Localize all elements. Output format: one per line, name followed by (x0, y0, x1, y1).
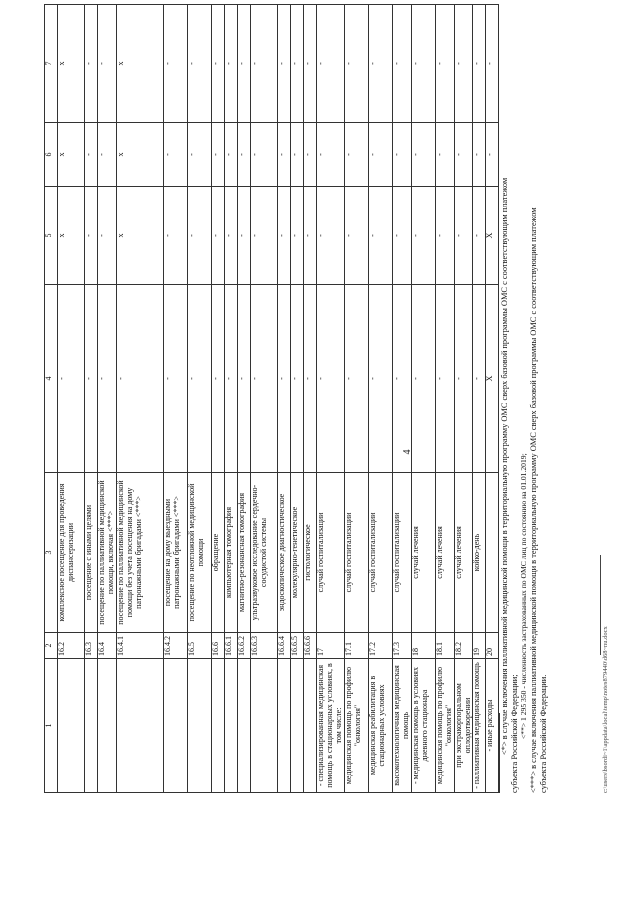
table-row (411, 5, 435, 793)
table-cell-c7: х (116, 5, 163, 123)
table-row (211, 5, 224, 793)
table-cell-c6: - (237, 123, 250, 187)
table-cell-c2: 16.4.2 (163, 633, 187, 659)
table-cell-c2: 16.2 (58, 633, 85, 659)
table-cell-c5: - (211, 187, 224, 285)
table-cell-c7: - (237, 5, 250, 123)
table-cell-c7: - (411, 5, 435, 123)
table-cell-c6: - (98, 123, 117, 187)
table-cell-c3: посещение по паллиативной медицинской помощи без учета посещения на дому патронажными бригадами <***> (116, 473, 163, 633)
table-row (163, 5, 187, 793)
table-cell-c1 (58, 659, 85, 793)
table-cell-c1 (85, 659, 98, 793)
table-cell-c5: - (290, 187, 303, 285)
table-cell-c1: высокотехнологичная медицинская помощь (392, 659, 411, 793)
table-cell-c1: - иные расходы (486, 659, 499, 793)
table-cell-c3: посещение на дому выездными патронажными бригадами <***> (163, 473, 187, 633)
table-cell-c3: случай лечения (411, 473, 435, 633)
table-cell-c3: гистологическое (303, 473, 316, 633)
table-cell-c3: случай лечения (454, 473, 473, 633)
table-cell-c2: 18 (411, 633, 435, 659)
table-cell-c6: - (290, 123, 303, 187)
table-row (392, 5, 411, 793)
table-row (303, 5, 316, 793)
table-cell-c5: - (85, 187, 98, 285)
table-cell-c7: - (486, 5, 499, 123)
table-cell-c5: - (187, 187, 211, 285)
table-cell-c1: медицинская помощь по профилю "онкология" (344, 659, 368, 793)
table-cell-c6: - (187, 123, 211, 187)
table-cell-c4: - (237, 285, 250, 473)
table-cell-c6: - (435, 123, 454, 187)
table-cell-c3: случай госпитализации (368, 473, 392, 633)
table-cell-c2: 16.6.3 (250, 633, 277, 659)
table-cell-c4: - (454, 285, 473, 473)
table-cell-c7: - (368, 5, 392, 123)
table-row (290, 5, 303, 793)
table-row (344, 5, 368, 793)
table-header-row (45, 5, 58, 793)
table-cell-c1: медицинская помощь по профилю "онкология" (435, 659, 454, 793)
table-cell-c3: молекулярно-генетическое (290, 473, 303, 633)
table-cell-c6: - (85, 123, 98, 187)
table-cell-c2: 16.6.2 (237, 633, 250, 659)
table-cell-c4: - (211, 285, 224, 473)
table-cell-c5: - (392, 187, 411, 285)
table-cell-c3: случай лечения (435, 473, 454, 633)
table-cell-c5: х (116, 187, 163, 285)
table-cell-c2: 20 (486, 633, 499, 659)
table-cell-c6: - (303, 123, 316, 187)
table-cell-c6: - (473, 123, 486, 187)
table-cell-c1: медицинская реабилитация в стационарных условиях (368, 659, 392, 793)
table-cell-c6: х (58, 123, 85, 187)
table-cell-c5: - (454, 187, 473, 285)
table-cell-c1 (290, 659, 303, 793)
table-cell-c2: 16.4.1 (116, 633, 163, 659)
table-cell-c4: - (187, 285, 211, 473)
table-cell-c2: 16.4 (98, 633, 117, 659)
table-cell-c7: - (211, 5, 224, 123)
table-cell-c7: - (392, 5, 411, 123)
table-row (473, 5, 486, 793)
table-cell-c3: случай госпитализации (316, 473, 344, 633)
table-row (316, 5, 344, 793)
table-cell-c2: 17.1 (344, 633, 368, 659)
table-cell-c2: 19 (473, 633, 486, 659)
table-cell-c6: - (392, 123, 411, 187)
table-cell-c5: X (486, 187, 499, 285)
table-cell-c1 (237, 659, 250, 793)
table-cell-c4: - (473, 285, 486, 473)
table-cell-c1 (116, 659, 163, 793)
table-cell-c5: - (250, 187, 277, 285)
table-cell-c6: - (277, 123, 290, 187)
header-cell: 2 (45, 633, 58, 659)
table-cell-c1 (250, 659, 277, 793)
table-cell-c7: - (98, 5, 117, 123)
table-row (277, 5, 290, 793)
table-cell-c1 (224, 659, 237, 793)
header-cell: 7 (45, 5, 58, 123)
table-cell-c4: - (163, 285, 187, 473)
table-cell-c4: - (290, 285, 303, 473)
table-cell-c7: х (58, 5, 85, 123)
table-cell-c5: х (58, 187, 85, 285)
table-cell-c6: - (250, 123, 277, 187)
header-cell: 4 (45, 285, 58, 473)
table-cell-c3: компьютерная томография (224, 473, 237, 633)
table-cell-c4: - (316, 285, 344, 473)
table-cell-c2: 16.6.6 (303, 633, 316, 659)
table-cell-c2: 17 (316, 633, 344, 659)
table-cell-c3: комплексное посещение для проведения диспансеризации (58, 473, 85, 633)
table-cell-c4: - (368, 285, 392, 473)
table-row (368, 5, 392, 793)
table-cell-c6: - (368, 123, 392, 187)
table-cell-c1: - специализированная медицинская помощь в стационарных условиях, в том числе: (316, 659, 344, 793)
table-cell-c1 (187, 659, 211, 793)
table-cell-c7: - (277, 5, 290, 123)
table-cell-c5: - (473, 187, 486, 285)
table-cell-c5: - (303, 187, 316, 285)
table-cell-c3: посещение по паллиативной медицинской помощи, включая <***> (98, 473, 117, 633)
footnote-2: <**> 1 295 350 - численность застрахованных по ОМС лиц по состоянию на 01.01.2019; (518, 453, 528, 739)
table-cell-c5: - (98, 187, 117, 285)
table-row (187, 5, 211, 793)
table-cell-c1 (163, 659, 187, 793)
volumes-table (44, 4, 499, 793)
table-cell-c7: - (316, 5, 344, 123)
table-cell-c4: - (277, 285, 290, 473)
table-cell-c5: - (316, 187, 344, 285)
table-cell-c6: - (486, 123, 499, 187)
table-cell-c2: 16.6.1 (224, 633, 237, 659)
table-cell-c6: - (316, 123, 344, 187)
table-cell-c7: - (435, 5, 454, 123)
table-cell-c4: - (85, 285, 98, 473)
table-cell-c6: - (454, 123, 473, 187)
table-cell-c3: случай госпитализации (344, 473, 368, 633)
table-row (58, 5, 85, 793)
table-row (435, 5, 454, 793)
table-cell-c2: 16.6 (211, 633, 224, 659)
table-cell-c4: - (98, 285, 117, 473)
header-cell: 3 (45, 473, 58, 633)
table-row (454, 5, 473, 793)
table-cell-c4: - (411, 285, 435, 473)
header-cell: 1 (45, 659, 58, 793)
table-cell-c5: - (435, 187, 454, 285)
table-cell-c2: 18.2 (454, 633, 473, 659)
header-cell: 6 (45, 123, 58, 187)
table-row (98, 5, 117, 793)
table-cell-c1 (303, 659, 316, 793)
table-cell-c7: - (344, 5, 368, 123)
table-cell-c3: случай госпитализации (392, 473, 411, 633)
table-cell-c6: - (163, 123, 187, 187)
table-cell-c2: 16.6.5 (290, 633, 303, 659)
table-cell-c7: - (163, 5, 187, 123)
table-cell-c2: 16.3 (85, 633, 98, 659)
footnote-3: <***> в случае включения паллиативной медицинской помощи в территориальную программу ОМС сверх базовой программы ОМС с соответствующим платежом (528, 207, 538, 793)
table-cell-c5: - (368, 187, 392, 285)
table-cell-c3: магнитно-резонансная томография (237, 473, 250, 633)
table-cell-c4: - (392, 285, 411, 473)
table-cell-c5: - (237, 187, 250, 285)
table-row (237, 5, 250, 793)
table-cell-c1: - паллиативная медицинская помощь (473, 659, 486, 793)
table-cell-c2: 17.3 (392, 633, 411, 659)
table-cell-c4: - (435, 285, 454, 473)
table-cell-c6: - (411, 123, 435, 187)
table-cell-c2: 16.5 (187, 633, 211, 659)
table-row (116, 5, 163, 793)
table-row (85, 5, 98, 793)
footnote-1-cont: субъекта Российской Федерации; (509, 674, 519, 793)
table-cell-c6: - (211, 123, 224, 187)
table-cell-c4: - (116, 285, 163, 473)
table-cell-c6: х (116, 123, 163, 187)
table-cell-c7: - (290, 5, 303, 123)
table-cell-c1 (277, 659, 290, 793)
table-cell-c7: - (454, 5, 473, 123)
table-cell-c3: посещение по неотложной медицинской помощи (187, 473, 211, 633)
table-cell-c3: ультразвуковое исследование сердечно-сосудистой системы (250, 473, 277, 633)
table-cell-c6: - (224, 123, 237, 187)
table-cell-c1: при экстракорпоральном оплодотворении (454, 659, 473, 793)
table-cell-c7: - (85, 5, 98, 123)
table-cell-c5: - (224, 187, 237, 285)
table-cell-c5: - (163, 187, 187, 285)
table-cell-c7: - (250, 5, 277, 123)
footnote-1: <*> в случае включения паллиативной медицинской помощи в территориальную программу ОМС сверх базовой программы ОМС с соответствующим платежом (500, 177, 509, 755)
table-cell-c3: эндоскопическое диагностическое (277, 473, 290, 633)
table-cell-c4: - (250, 285, 277, 473)
table-cell-c1: - медицинская помощь в условиях дневного стационара (411, 659, 435, 793)
table-cell-c2: 17.2 (368, 633, 392, 659)
table-cell-c7: - (303, 5, 316, 123)
table-cell-c3: обращение (211, 473, 224, 633)
table-cell-c4: - (224, 285, 237, 473)
table-cell-c7: - (473, 5, 486, 123)
table-row (224, 5, 237, 793)
table-cell-c4: - (58, 285, 85, 473)
table-cell-c2: 16.6.4 (277, 633, 290, 659)
table-cell-c3: койко-день (473, 473, 486, 633)
table-cell-c6: - (344, 123, 368, 187)
file-path: c:\users\bsordi~1\appdata\local\temp\notes879440\d68~nu.docx (602, 626, 609, 793)
table-cell-c7: - (224, 5, 237, 123)
table-cell-c7: - (187, 5, 211, 123)
table-cell-c5: - (411, 187, 435, 285)
table-cell-c3: посещение с иными целями (85, 473, 98, 633)
table-cell-c4: - (303, 285, 316, 473)
footnotes (497, 5, 549, 793)
table-cell-c1 (211, 659, 224, 793)
page-number: 4 (402, 449, 413, 455)
table-cell-c4: - (344, 285, 368, 473)
document-end-rule (600, 555, 601, 655)
footnote-3-cont: субъекта Российской Федерации. (538, 674, 548, 793)
header-cell: 5 (45, 187, 58, 285)
table-row (250, 5, 277, 793)
table-cell-c2: 18.1 (435, 633, 454, 659)
table-cell-c5: - (344, 187, 368, 285)
table-cell-c5: - (277, 187, 290, 285)
table-cell-c4: X (486, 285, 499, 473)
table-cell-c1 (98, 659, 117, 793)
